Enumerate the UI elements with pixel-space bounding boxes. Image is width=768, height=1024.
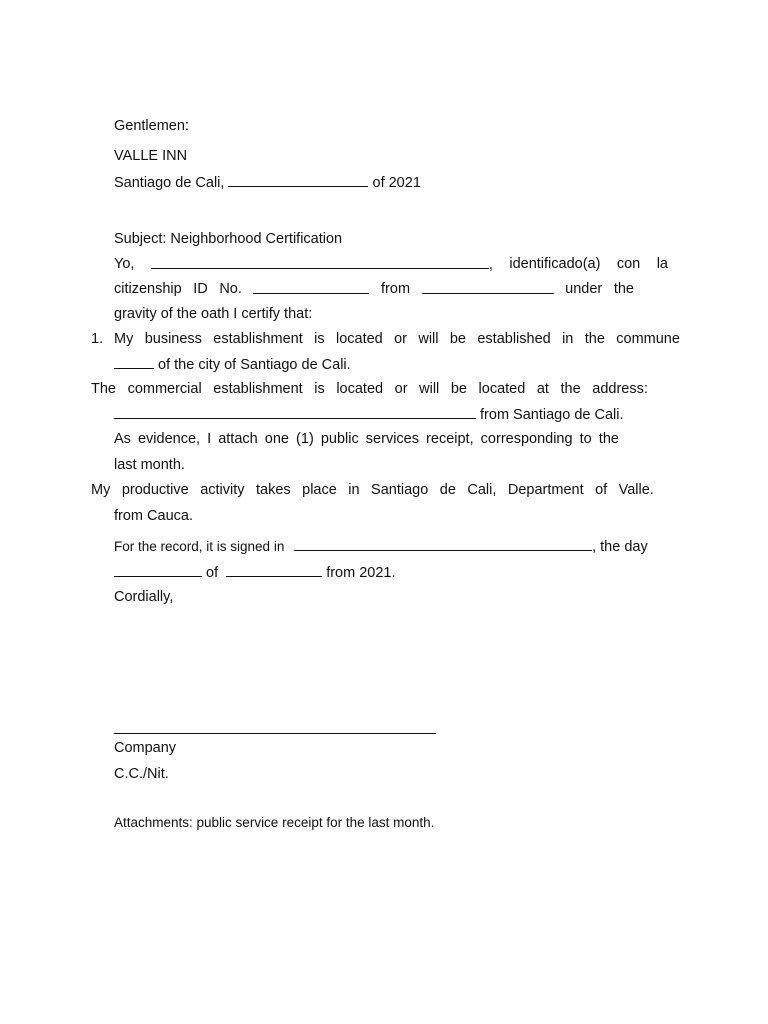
intro-word: under: [565, 281, 603, 297]
item1-word: is: [314, 331, 325, 347]
evidence-word: services: [365, 431, 419, 447]
address-word: will: [419, 381, 440, 397]
place-date-prefix: Santiago de Cali,: [114, 175, 225, 191]
intro-word: identificado(a): [509, 256, 601, 272]
evidence-line-1: [114, 430, 619, 448]
item-1-number: 1.: [91, 331, 104, 347]
address-word: at: [536, 381, 549, 397]
activity-word: activity: [200, 482, 245, 498]
evidence-word: corresponding: [480, 431, 573, 447]
intro-word: ID: [193, 281, 208, 297]
address-word: commercial: [127, 381, 202, 397]
address-line-2: [114, 405, 624, 424]
item-1-line-1: [114, 330, 680, 348]
day-blank: [114, 563, 202, 577]
address-blank: [114, 405, 476, 419]
activity-word: in: [348, 482, 360, 498]
closing: Cordially,: [114, 589, 174, 605]
intro-line-3: gravity of the oath I certify that:: [114, 306, 313, 322]
evidence-word: evidence,: [137, 431, 201, 447]
intro-word: con: [616, 256, 641, 272]
intro-word: the: [613, 281, 634, 297]
place-date-line: [114, 173, 421, 192]
record-line-2: [114, 563, 396, 582]
activity-word: Cali,: [467, 482, 497, 498]
name-field: [151, 255, 493, 274]
evidence-word: (1): [296, 431, 314, 447]
item-1-line-2: [114, 355, 351, 374]
id-origin-blank: [422, 280, 554, 294]
evidence-word: to: [579, 431, 592, 447]
activity-line-2: from Cauca.: [114, 508, 193, 524]
month-blank: [226, 563, 322, 577]
record-line-1: [114, 537, 648, 556]
activity-word: Department: [507, 482, 584, 498]
evidence-word: attach: [218, 431, 258, 447]
record-prefix: For the record, it is signed in: [114, 539, 285, 554]
activity-word: place: [302, 482, 337, 498]
record-suffix: , the day: [592, 539, 648, 555]
item1-word: or: [394, 331, 407, 347]
intro-comma: ,: [488, 257, 493, 273]
intro-word: No.: [219, 281, 242, 297]
id-number-blank: [253, 280, 369, 294]
address-word: address:: [592, 381, 648, 397]
date-blank: [228, 173, 368, 187]
address-word: be: [450, 381, 467, 397]
item1-word: will: [418, 331, 439, 347]
item1-word: in: [562, 331, 574, 347]
activity-word: Santiago: [371, 482, 429, 498]
item1-word: the: [584, 331, 605, 347]
evidence-line-2: last month.: [114, 457, 185, 473]
activity-line-1: [91, 481, 654, 499]
activity-word: productive: [121, 482, 189, 498]
attachments: Attachments: public service receipt for the last month.: [114, 815, 435, 830]
item1-word: establishment: [213, 331, 303, 347]
activity-word: of: [595, 482, 608, 498]
item1-word: located: [335, 331, 383, 347]
activity-word: takes: [255, 482, 291, 498]
address-word: or: [394, 381, 408, 397]
intro-word: la: [656, 256, 668, 272]
activity-word: My: [91, 482, 111, 498]
activity-word: de: [439, 482, 456, 498]
intro-line-2: [114, 280, 634, 298]
evidence-word: the: [598, 431, 619, 447]
name-blank: [151, 255, 489, 269]
evidence-word: I: [207, 431, 212, 447]
item1-line2-text: of the city of Santiago de Cali.: [158, 357, 351, 373]
signature-company: Company: [114, 740, 177, 756]
record-of: of: [206, 565, 219, 581]
evidence-word: As: [114, 431, 131, 447]
intro-word: citizenship: [114, 281, 182, 297]
item1-word: be: [449, 331, 466, 347]
address-word: located: [478, 381, 526, 397]
place-date-suffix: of 2021: [372, 175, 421, 191]
signature-id: C.C./Nit.: [114, 766, 169, 782]
intro-word: Yo,: [114, 256, 135, 272]
address-suffix: from Santiago de Cali.: [480, 407, 624, 423]
address-line-1: [91, 380, 648, 398]
address-word: is: [314, 381, 325, 397]
address-word: the: [560, 381, 581, 397]
intro-word: from: [381, 281, 411, 297]
commune-blank: [114, 355, 154, 369]
address-word: establishment: [213, 381, 303, 397]
item1-word: business: [144, 331, 202, 347]
item1-word: My: [114, 331, 134, 347]
signing-place-blank: [294, 537, 592, 551]
signature-line: [114, 733, 436, 734]
record-from: from 2021.: [326, 565, 396, 581]
evidence-word: receipt,: [426, 431, 474, 447]
item1-word: established: [477, 331, 551, 347]
address-word: located: [336, 381, 384, 397]
item1-word: commune: [616, 331, 680, 347]
evidence-word: one: [264, 431, 289, 447]
subject: Subject: Neighborhood Certification: [114, 231, 343, 247]
address-word: The: [91, 381, 116, 397]
intro-line-1: [114, 255, 668, 274]
evidence-word: public: [320, 431, 359, 447]
activity-word: Valle.: [618, 482, 654, 498]
recipient: VALLE INN: [114, 148, 188, 164]
greeting: Gentlemen:: [114, 118, 189, 134]
